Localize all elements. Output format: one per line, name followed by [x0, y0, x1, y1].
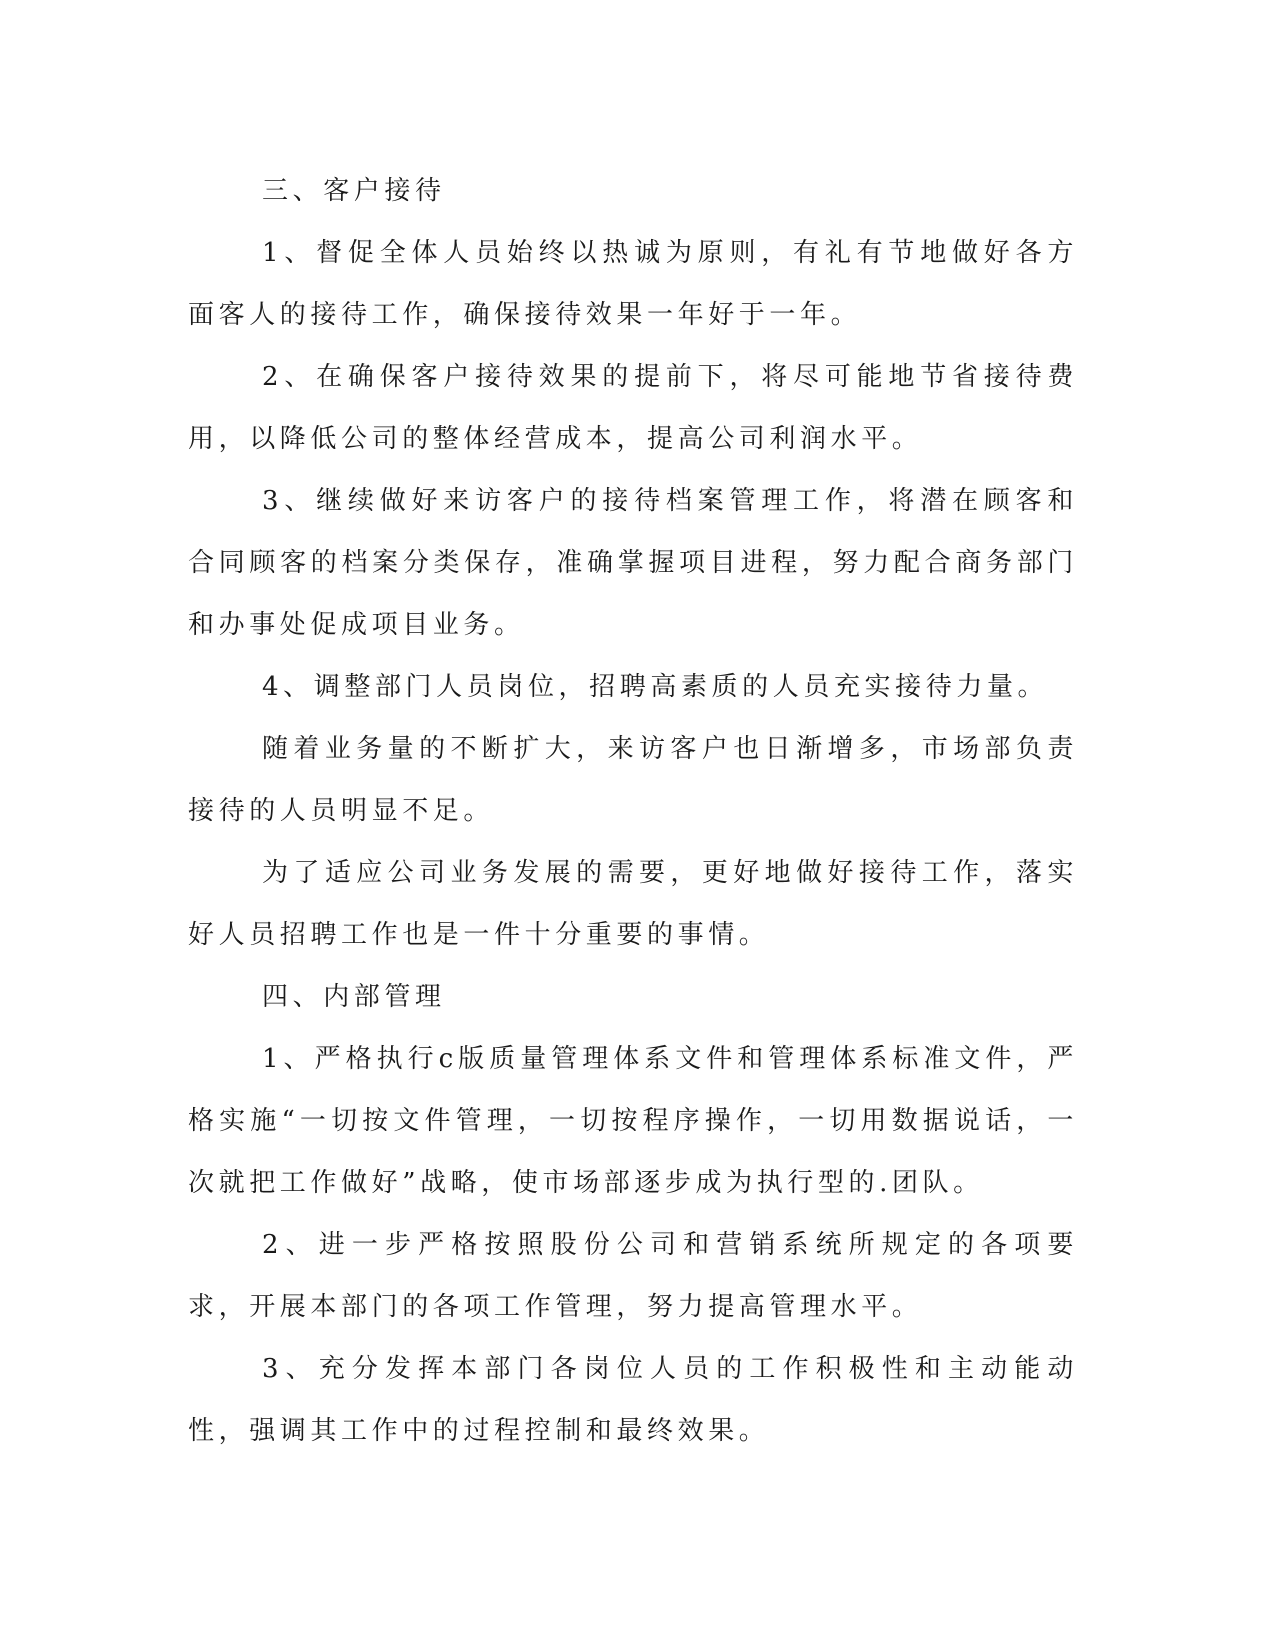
- section-heading-customer-reception: 三、客户接待: [262, 176, 446, 206]
- paragraph: 随着业务量的不断扩大，来访客户也日渐增多，市场部负责接待的人员明显不足。: [188, 734, 1078, 826]
- paragraph: 2、在确保客户接待效果的提前下，将尽可能地节省接待费用，以降低公司的整体经营成本，提高公司利润水平。: [188, 362, 1078, 454]
- paragraph: 1、严格执行c版质量管理体系文件和管理体系标准文件，严格实施“一切按文件管理，一切按程序操作，一切用数据说话，一次就把工作做好”战略，使市场部逐步成为执行型的.团队。: [188, 1044, 1078, 1198]
- paragraph: 2、进一步严格按照股份公司和营销系统所规定的各项要求，开展本部门的各项工作管理，努力提高管理水平。: [188, 1230, 1078, 1322]
- paragraph: 4、调整部门人员岗位，招聘高素质的人员充实接待力量。: [262, 672, 1049, 702]
- paragraph: 1、督促全体人员始终以热诚为原则，有礼有节地做好各方面客人的接待工作，确保接待效果一年好于一年。: [188, 238, 1078, 330]
- paragraph: 3、充分发挥本部门各岗位人员的工作积极性和主动能动性，强调其工作中的过程控制和最终效果。: [188, 1354, 1078, 1446]
- paragraph: 3、继续做好来访客户的接待档案管理工作，将潜在顾客和合同顾客的档案分类保存，准确掌握项目进程，努力配合商务部门和办事处促成项目业务。: [188, 486, 1078, 640]
- paragraph: 为了适应公司业务发展的需要，更好地做好接待工作，落实好人员招聘工作也是一件十分重要的事情。: [188, 858, 1078, 950]
- document-body: [188, 160, 1078, 1462]
- section-heading-internal-management: 四、内部管理: [262, 982, 446, 1012]
